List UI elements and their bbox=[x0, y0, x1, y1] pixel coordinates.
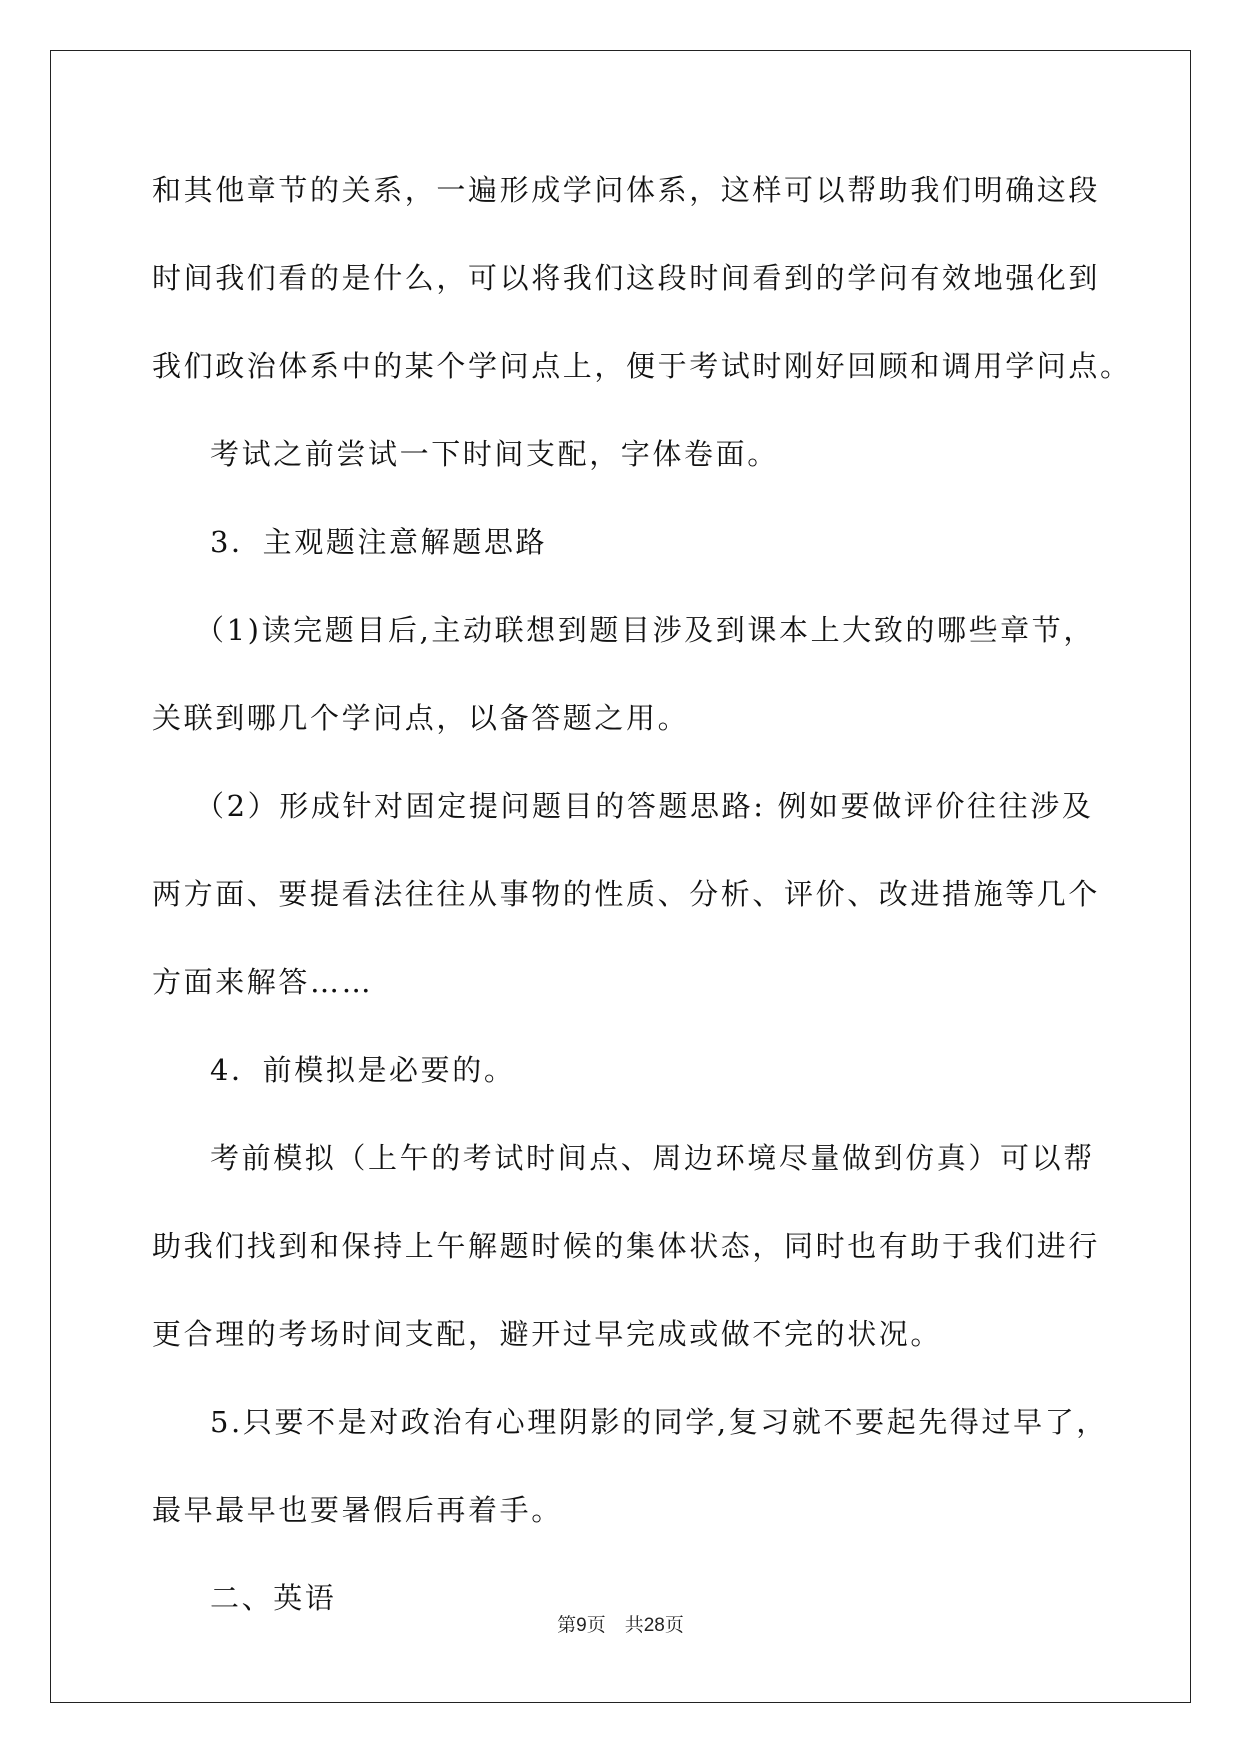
section-heading: 二、英语 bbox=[210, 1581, 337, 1615]
footer-suffix: 页 bbox=[664, 1614, 684, 1636]
text-line: 更合理的考场时间支配，避开过早完成或做不完的状况。 bbox=[152, 1317, 943, 1351]
text-line: 考前模拟（上午的考试时间点、周边环境尽量做到仿真）可以帮 bbox=[210, 1141, 1095, 1175]
text-line: 助我们找到和保持上午解题时候的集体状态，同时也有助于我们进行 bbox=[152, 1229, 1101, 1263]
text-line: 方面来解答…… bbox=[152, 965, 374, 999]
text-line: 两方面、要提看法往往从事物的性质、分析、评价、改进措施等几个 bbox=[152, 877, 1101, 911]
text-line: 时间我们看的是什么，可以将我们这段时间看到的学问有效地强化到 bbox=[152, 261, 1101, 295]
text-line: （1)读完题目后,主动联想到题目涉及到课本上大致的哪些章节， bbox=[195, 613, 1095, 647]
section-heading: 4．前模拟是必要的。 bbox=[210, 1053, 516, 1087]
footer-mid: 页 共 bbox=[586, 1614, 644, 1636]
text-line: 5.只要不是对政治有心理阴影的同学,复习就不要起先得过早了， bbox=[210, 1405, 1108, 1439]
text-line: 和其他章节的关系，一遍形成学问体系，这样可以帮助我们明确这段 bbox=[152, 173, 1101, 207]
current-page-number: 9 bbox=[576, 1615, 587, 1636]
text-line: 关联到哪几个学问点，以备答题之用。 bbox=[152, 701, 690, 735]
text-line: （2）形成针对固定提问题目的答题思路: 例如要做评价往往涉及 bbox=[195, 789, 1094, 823]
text-line: 最早最早也要暑假后再着手。 bbox=[152, 1493, 563, 1527]
total-page-number: 28 bbox=[643, 1615, 665, 1636]
section-heading: 3．主观题注意解题思路 bbox=[210, 525, 548, 559]
text-line: 考试之前尝试一下时间支配，字体卷面。 bbox=[210, 437, 779, 471]
page-footer bbox=[0, 1610, 1241, 1637]
text-line: 我们政治体系中的某个学问点上，便于考试时刚好回顾和调用学问点。 bbox=[152, 349, 1132, 383]
footer-prefix: 第 bbox=[557, 1614, 577, 1636]
